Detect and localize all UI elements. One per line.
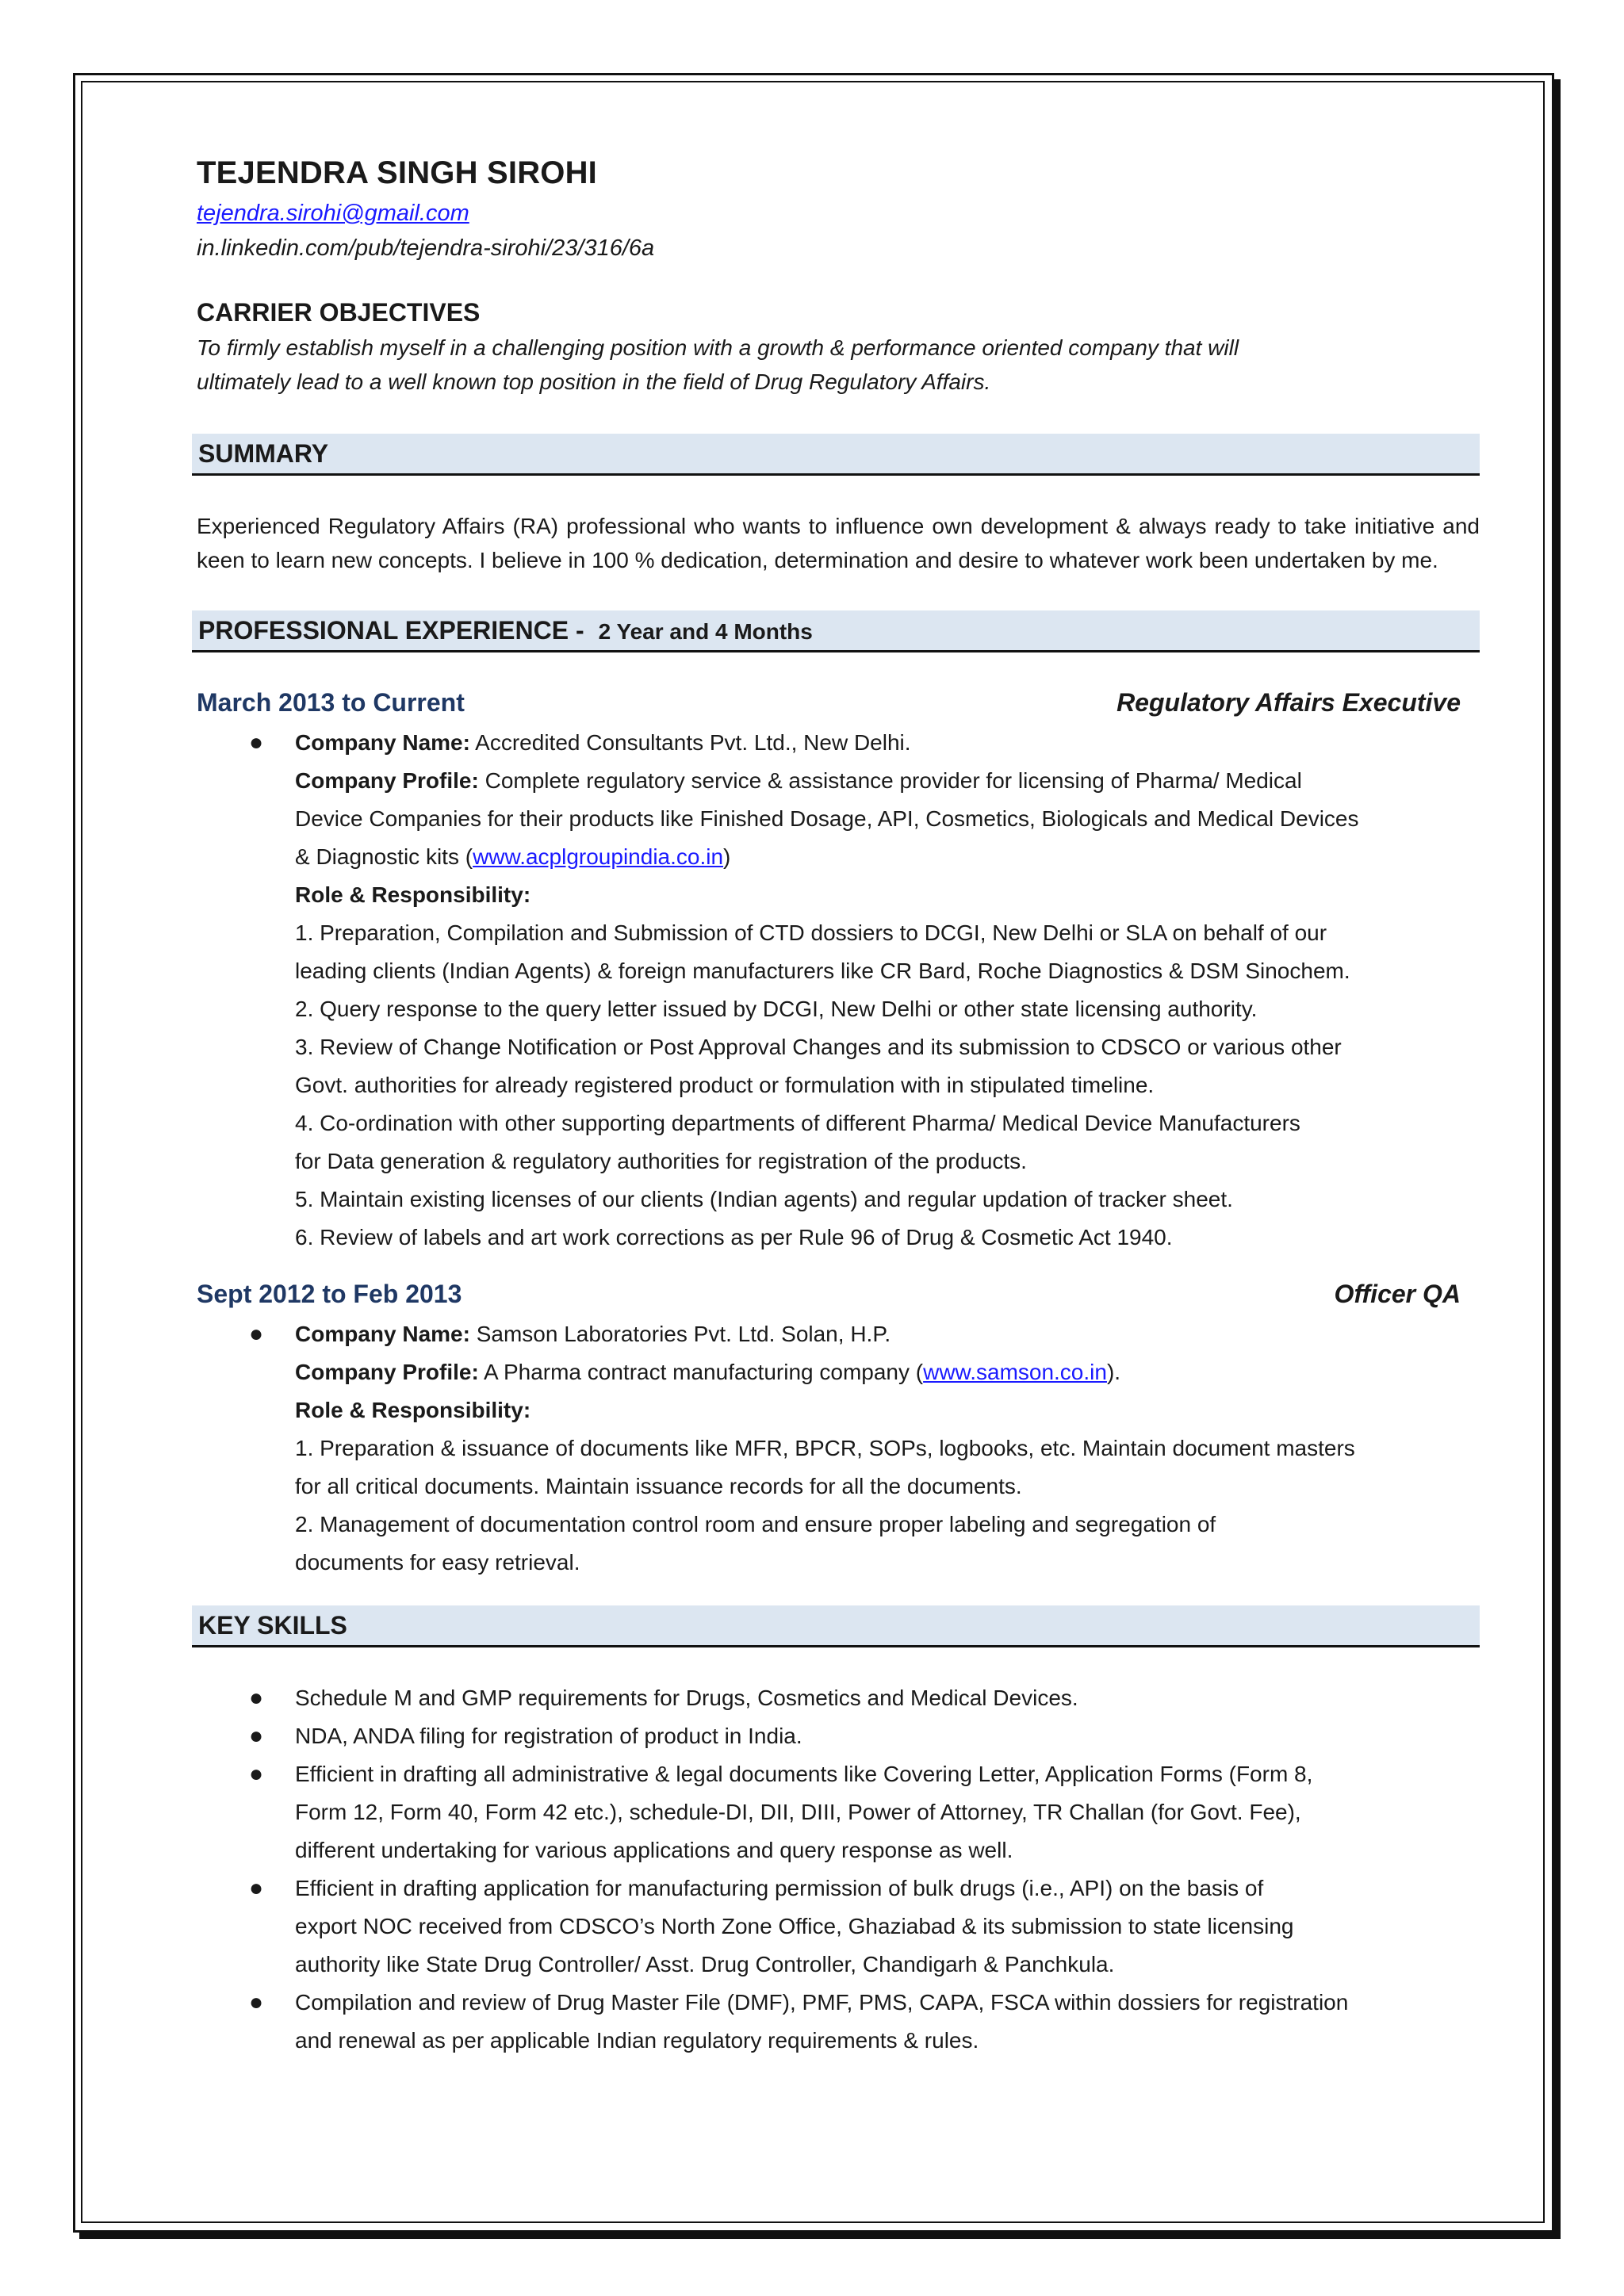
company-profile-text: )	[723, 844, 731, 869]
job-date: March 2013 to Current	[197, 688, 465, 717]
bullet-icon: ●	[249, 1989, 264, 2015]
duty-line: 2. Management of documentation control room and ensure proper labeling and segregation of	[295, 1512, 1216, 1536]
skill-line: Form 12, Form 40, Form 42 etc.), schedule-DI, DII, DIII, Power of Attorney, TR Challan (for Govt. Fee),	[295, 1800, 1301, 1824]
duty-line: Govt. authorities for already registered product or formulation with in stipulated timeline.	[295, 1073, 1155, 1097]
bullet-icon: ●	[249, 1761, 264, 1787]
job-header	[197, 1276, 1480, 1312]
objectives-line: ultimately lead to a well known top position in the field of Drug Regulatory Affairs.	[197, 369, 991, 394]
skill-item	[197, 1679, 1480, 1717]
resume-content	[197, 155, 1480, 2060]
duty-line: 2. Query response to the query letter issued by DCGI, New Delhi or other state licensing authority.	[295, 997, 1258, 1021]
duty-line: for Data generation & regulatory authorities for registration of the products.	[295, 1149, 1027, 1173]
skill-item	[197, 1869, 1480, 1984]
objectives-line: To firmly establish myself in a challenging position with a growth & performance oriented company that will	[197, 335, 1239, 360]
skill-item	[197, 1717, 1480, 1755]
skill-line: and renewal as per applicable Indian regulatory requirements & rules.	[295, 2028, 979, 2053]
linkedin-url: in.linkedin.com/pub/tejendra-sirohi/23/316/6a	[197, 235, 655, 261]
bullet-icon: ●	[249, 1875, 264, 1901]
duty-line: for all critical documents. Maintain issuance records for all the documents.	[295, 1474, 1022, 1498]
company-profile-label: Company Profile:	[295, 1360, 479, 1384]
candidate-name: TEJENDRA SINGH SIROHI	[197, 155, 598, 190]
company-name-label: Company Name:	[295, 1322, 470, 1346]
job-header	[197, 684, 1480, 721]
company-website-link[interactable]: www.samson.co.in	[923, 1360, 1107, 1384]
bullet-icon: ●	[249, 729, 264, 756]
experience-duration: 2 Year and 4 Months	[598, 619, 813, 644]
skill-line: NDA, ANDA filing for registration of product in India.	[295, 1724, 802, 1748]
skill-line: authority like State Drug Controller/ Asst. Drug Controller, Chandigarh & Panchkula.	[295, 1952, 1115, 1976]
experience-heading	[192, 610, 1480, 652]
objectives-text	[197, 331, 1480, 399]
duty-line: leading clients (Indian Agents) & foreign manufacturers like CR Bard, Roche Diagnostics & DSM Sinochem.	[295, 959, 1350, 983]
skills-heading	[192, 1605, 1480, 1647]
company-profile-label: Company Profile:	[295, 768, 479, 793]
job-role: Regulatory Affairs Executive	[1116, 688, 1461, 717]
company-name-line	[295, 724, 1480, 762]
experience-title: PROFESSIONAL EXPERIENCE -	[198, 616, 584, 645]
skill-line: different undertaking for various applications and query response as well.	[295, 1838, 1013, 1862]
company-name-label: Company Name:	[295, 730, 470, 755]
company-profile-text: Complete regulatory service & assistance provider for licensing of Pharma/ Medical	[485, 768, 1302, 793]
company-profile-text: ).	[1106, 1360, 1121, 1384]
company-profile-text: A Pharma contract manufacturing company (	[484, 1360, 924, 1384]
duty-line: 1. Preparation, Compilation and Submission of CTD dossiers to DCGI, New Delhi or SLA on behalf of our	[295, 920, 1327, 945]
duty-line: 1. Preparation & issuance of documents like MFR, BPCR, SOPs, logbooks, etc. Maintain document masters	[295, 1436, 1355, 1460]
role-responsibility-label: Role & Responsibility:	[295, 1398, 531, 1422]
skill-line: Schedule M and GMP requirements for Drugs, Cosmetics and Medical Devices.	[295, 1686, 1078, 1710]
company-profile-line	[295, 838, 1480, 876]
company-website-link[interactable]: www.acplgroupindia.co.in	[473, 844, 724, 869]
company-name: Accredited Consultants Pvt. Ltd., New Delhi.	[475, 730, 911, 755]
company-name: Samson Laboratories Pvt. Ltd. Solan, H.P.	[476, 1322, 891, 1346]
job-details	[197, 724, 1480, 1257]
skill-line: Efficient in drafting application for manufacturing permission of bulk drugs (i.e., API) on the basis of	[295, 1876, 1264, 1900]
summary-text: Experienced Regulatory Affairs (RA) professional who wants to influence own development & always ready to take initiative and keen to learn new concepts. I believe in 100 % dedication, determination and desire to whatever work been undertaken by me.	[197, 514, 1480, 572]
skill-line: Efficient in drafting all administrative & legal documents like Covering Letter, Application Forms (Form 8,	[295, 1762, 1313, 1786]
duty-line: 6. Review of labels and art work corrections as per Rule 96 of Drug & Cosmetic Act 1940.	[295, 1225, 1173, 1249]
job-role: Officer QA	[1334, 1280, 1461, 1308]
skills-title: KEY SKILLS	[198, 1611, 347, 1640]
job-detail-item	[197, 724, 1480, 1257]
duty-line: 3. Review of Change Notification or Post Approval Changes and its submission to CDSCO or various other	[295, 1035, 1342, 1059]
company-profile-line	[295, 762, 1480, 800]
role-responsibility-label: Role & Responsibility:	[295, 882, 531, 907]
skills-list	[197, 1679, 1480, 2060]
company-profile-text: & Diagnostic kits (	[295, 844, 473, 869]
company-name-line	[295, 1315, 1480, 1353]
duty-line: 4. Co-ordination with other supporting departments of different Pharma/ Medical Device Manufacturers	[295, 1111, 1300, 1135]
job-detail-item	[197, 1315, 1480, 1582]
skill-line: export NOC received from CDSCO’s North Zone Office, Ghaziabad & its submission to state licensing	[295, 1914, 1294, 1938]
bullet-icon: ●	[249, 1321, 264, 1347]
bullet-icon: ●	[249, 1723, 264, 1749]
email-link[interactable]: tejendra.sirohi@gmail.com	[197, 201, 469, 226]
skill-item	[197, 1984, 1480, 2060]
skill-line: Compilation and review of Drug Master File (DMF), PMF, PMS, CAPA, FSCA within dossiers for registration	[295, 1990, 1349, 2015]
skill-item	[197, 1755, 1480, 1869]
job-date: Sept 2012 to Feb 2013	[197, 1280, 462, 1308]
summary-title: SUMMARY	[198, 439, 329, 468]
bullet-icon: ●	[249, 1685, 264, 1711]
duty-line: documents for easy retrieval.	[295, 1550, 580, 1575]
duty-line: 5. Maintain existing licenses of our clients (Indian agents) and regular updation of tracker sheet.	[295, 1187, 1233, 1211]
summary-heading	[192, 434, 1480, 476]
objectives-heading: CARRIER OBJECTIVES	[197, 298, 481, 327]
job-details	[197, 1315, 1480, 1582]
company-profile-line	[295, 1353, 1480, 1391]
company-profile-line: Device Companies for their products like Finished Dosage, API, Cosmetics, Biologicals and Medical Devices	[295, 806, 1359, 831]
